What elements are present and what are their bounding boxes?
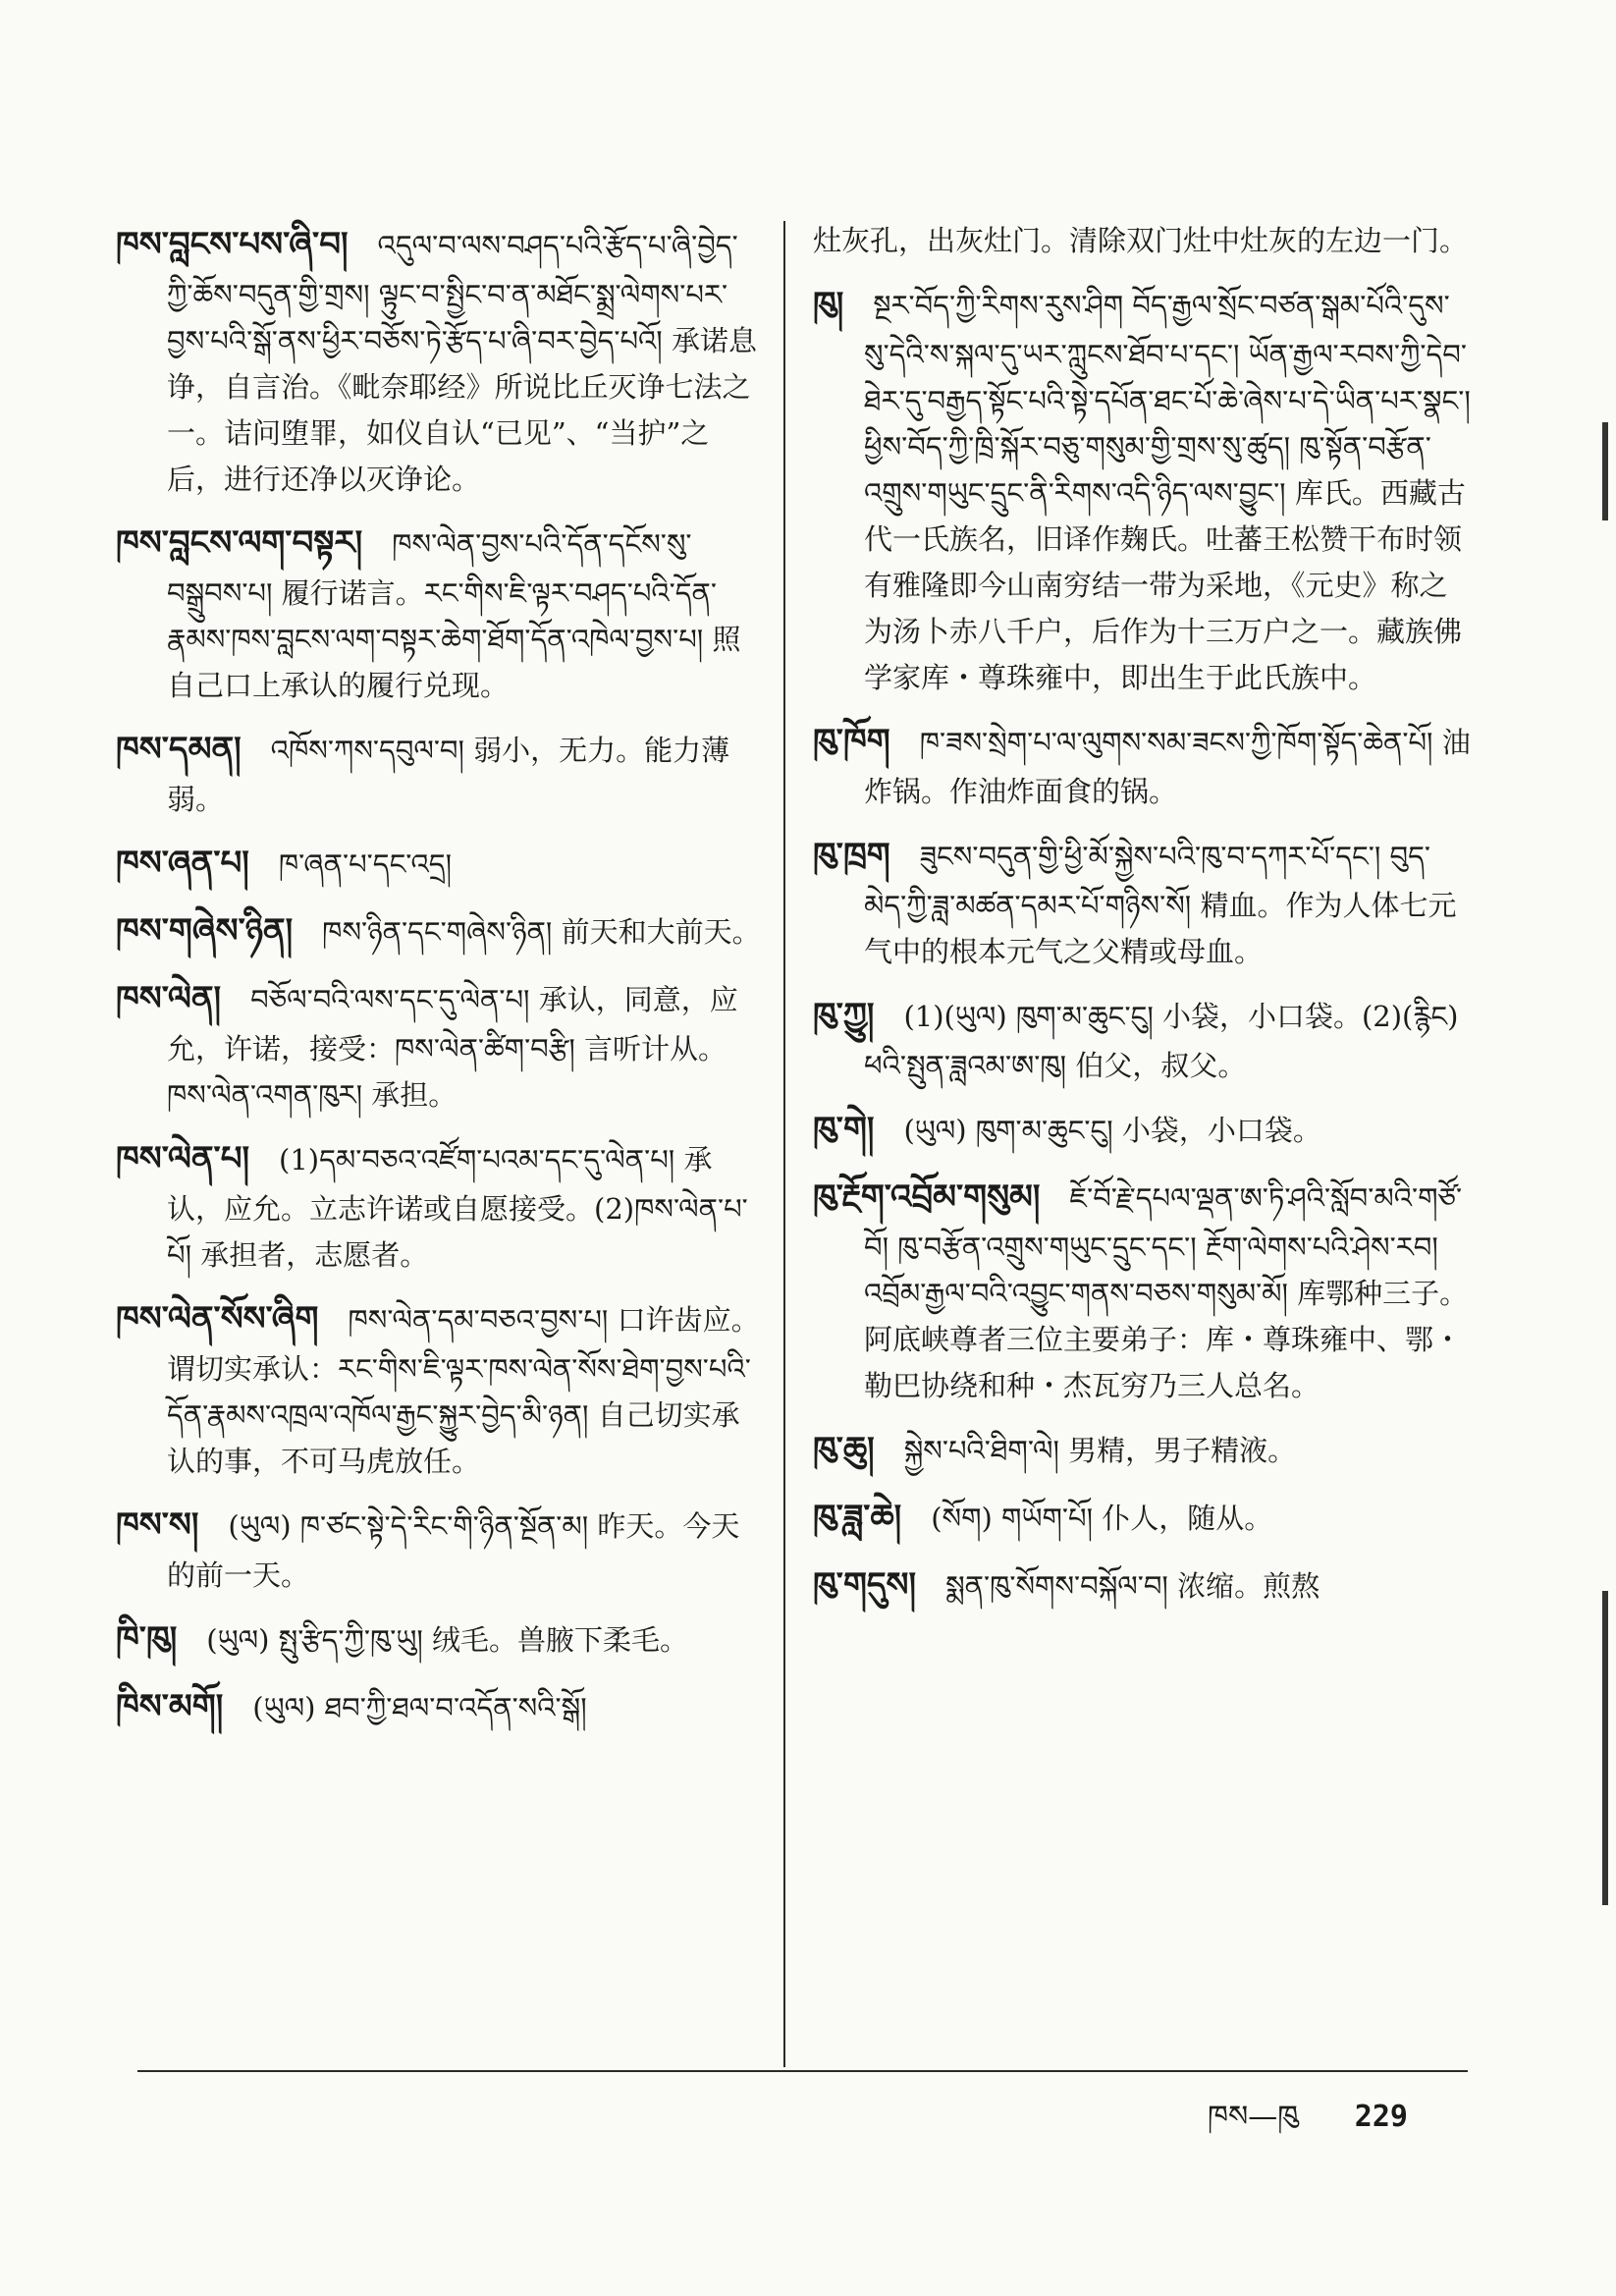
- page-footer: [1208, 2084, 1408, 2166]
- definition: ཟུངས་བདུན་གྱི་ཕྱི་མོ་སྐྱེས་པའི་ཁུ་བ་དཀར་པོ་དང་། བུད་མེད་ཀྱི་ཟླ་མཚན་དམར་པོ་གཉིས་སོ། 精血。作为人体七元气中的根本元气之父精或母血。: [864, 839, 1457, 968]
- entry: [813, 1558, 1473, 1613]
- definition: སྐྱེས་པའི་ཐིག་ལེ། 男精，男子精液。: [903, 1433, 1297, 1467]
- definition: ཁས་ཉིན་དང་གཞེས་ཉིན། 前天和大前天。: [322, 915, 761, 950]
- headword: ཁས་ལེན།: [116, 979, 222, 1019]
- headword: ཁས་ཞན་པ།: [116, 843, 249, 883]
- entry: [116, 904, 764, 958]
- headword: ཁུ་གདུས།: [813, 1565, 917, 1606]
- headword: ཁས་བླངས་པས་ཞི་བ།: [116, 225, 349, 264]
- headword: ཁུ་ཁྲག: [813, 835, 890, 875]
- definition: སྨན་ཁུ་སོགས་བསྐོལ་བ། 浓缩。煎熬: [945, 1569, 1320, 1604]
- entry: [813, 715, 1473, 815]
- entry: [813, 829, 1473, 975]
- entry: [813, 989, 1473, 1089]
- entry: [116, 218, 764, 503]
- definition: ཇོ་བོ་རྗེ་དཔལ་ལྡན་ཨ་ཏི་ཤའི་སློབ་མའི་གཙོ་བོ། ཁུ་བརྩོན་འགྲུས་གཡུང་དྲུང་དང་། རྔོག་ལེགས་པའི་ཤེས་རབ། འབྲོམ་རྒྱལ་བའི་འབྱུང་གནས་བཅས་གསུམ་མོ། 库鄂种三子。阿底峡尊者三位主要弟子：库・尊珠雍中、鄂・勒巴协绕和种・杰瓦穷乃三人总名。: [864, 1180, 1469, 1402]
- headword: ཁས་ལེན་པ།: [116, 1139, 250, 1179]
- entry: [116, 837, 764, 891]
- definition: (ཡུལ) ཁུག་མ་ཆུང་ངུ། 小袋，小口袋。: [903, 1113, 1321, 1147]
- definition: སྔར་བོད་ཀྱི་རིགས་རུས་ཤིག བོད་རྒྱལ་སྲོང་བཙན་སྒམ་པོའི་དུས་སུ་དེའི་ས་སྐལ་དུ་ཡར་ཀླུངས་ཐོབ་པ་དང་། ཡོན་རྒྱལ་རབས་ཀྱི་དེབ་ཐེར་དུ་བརྒྱད་སྟོང་པའི་སྟེ་དཔོན་ཐང་པོ་ཆེ་ཞེས་པ་དེ་ཡིན་པར་སྣང་། ཕྱིས་བོད་ཀྱི་ཁྲི་སྐོར་བཅུ་གསུམ་གྱི་གྲས་སུ་ཚུད། ཁུ་སྟོན་བརྩོན་འགྲུས་གཡུང་དྲུང་ནི་རིགས་འདི་ཉིད་ལས་བྱུང་། 库氏。西藏古代一氏族名，旧译作麹氏。吐蕃王松赞干布时领有雅隆即今山南穷结一带为采地，《元史》称之为汤卜赤八千户，后作为十三万户之一。藏族佛学家库・尊珠雍中，即出生于此氏族中。: [864, 288, 1471, 694]
- column-divider: [783, 221, 785, 2067]
- entry: [116, 723, 764, 823]
- entry: [813, 1423, 1473, 1477]
- headword: ཁུ་ཆུ།: [813, 1429, 875, 1469]
- definition: འདུལ་བ་ལས་བཤད་པའི་རྩོད་པ་ཞི་བྱེད་ཀྱི་ཆོས་བདུན་གྱི་གྲས། ལྟུང་བ་སྤྱིང་བ་ན་མཐོང་སྨྲ་ལེགས་པར་བྱས་པའི་སྒོ་ནས་ཕྱིར་བཅོས་ཏེ་རྩོད་པ་ཞི་བར་བྱེད་པའོ། 承诺息诤，自言治。《毗奈耶经》所说比丘灭诤七法之一。诘问堕罪，如仪自认“已见”、“当护”之后，进行还净以灭诤论。: [167, 229, 757, 496]
- headword: ཁུ་ཀྱུ།: [813, 995, 875, 1035]
- left-column: [116, 218, 764, 1748]
- entry: [813, 278, 1473, 701]
- scan-edge-mark: [1602, 422, 1608, 520]
- headword: ཁུ་ཟླ་ཆེ།: [813, 1498, 902, 1538]
- headword: ཁས་གཞེས་ཉིན།: [116, 911, 294, 952]
- headword: ཁུ།: [813, 284, 844, 324]
- entry: [116, 1680, 764, 1734]
- entry: [116, 1613, 764, 1667]
- definition: (ཡུལ) ཐབ་ཀྱི་ཐལ་བ་འདོན་སའི་སྒོ།: [252, 1691, 587, 1725]
- definition: ཁས་ལེན་བྱས་པའི་དོན་དངོས་སུ་བསྒྲུབས་པ། 履行诺言。རང་གིས་ཇི་ལྟར་བཤད་པའི་དོན་རྣམས་ཁས་བླངས་ལག་བསྟར་ཆེག་ཐོག་དོན་འཁེལ་བྱས་པ། 照自己口上承认的履行兑现。: [167, 526, 741, 702]
- headword: ཁས་ལེན་སོས་ཞིག: [116, 1299, 319, 1339]
- entry: [813, 1491, 1473, 1545]
- definition: བཅོལ་བའི་ལས་དང་དུ་ལེན་པ། 承认，同意，应允，许诺，接受：ཁས་ལེན་ཚིག་བརྩི། 言听计从。ཁས་ལེན་འགན་ཁུར། 承担。: [167, 983, 738, 1113]
- entry: [813, 1103, 1473, 1157]
- entry: [116, 1132, 764, 1279]
- definition: འཁོས་ཀས་དབུལ་བ། 弱小，无力。能力薄弱。: [167, 733, 730, 816]
- continued-definition: 灶灰孔，出灰灶门。清除双门灶中灶灰的左边一门。: [813, 224, 1469, 257]
- headword: ཁུ་ཁོག: [813, 721, 890, 761]
- definition: ཁས་ལེན་དམ་བཅའ་བྱས་པ། 口许齿应。谓切实承认：རང་གིས་ཇི་ལྟར་ཁས་ལེན་སོས་ཐེག་བྱས་པའི་དོན་རྣམས་འཁྲལ་འཁོལ་རྒྱང་སྐྱུར་བྱེད་མི་ཉན། 自己切实承认的事，不可马虎放任。: [167, 1303, 760, 1479]
- footer-rule: [137, 2070, 1468, 2072]
- entry: [116, 1499, 764, 1599]
- page-range: ཁས—ཁུ: [1208, 2100, 1299, 2134]
- entry: [116, 972, 764, 1119]
- definition: (1)དམ་བཅའ་འཛོག་པའམ་དང་དུ་ལེན་པ། 承认，应允。立志许诺或自愿接受。(2)ཁས་ལེན་པ་པོ། 承担者，志愿者。: [167, 1143, 748, 1273]
- entry: [116, 1292, 764, 1485]
- headword: ཁུ་གེ།: [813, 1109, 875, 1149]
- definition: (ཡུལ) ཁ་ཙང་སྟེ་དེ་རིང་གི་ཉིན་སྔོན་མ། 昨天。今天的前一天。: [167, 1509, 740, 1593]
- definition: ཁ་ཟས་སྲེག་པ་ལ་ལུགས་སམ་ཟངས་ཀྱི་ཁོག་སྟོད་ཆེན་པོ། 油炸锅。作油炸面食的锅。: [864, 725, 1471, 808]
- definition: ཁ་ཞན་པ་དང་འདྲ།: [278, 847, 453, 881]
- entry: [813, 1171, 1473, 1409]
- headword: ཁིས་མགོ།: [116, 1687, 224, 1727]
- definition: (1)(ཡུལ) ཁུག་མ་ཆུང་ངུ། 小袋，小口袋。(2)(རྙིང) ཕའི་སྤུན་ཟླའམ་ཨ་ཁུ། 伯父，叔父。: [864, 999, 1459, 1082]
- headword: ཁས་བླངས་ལག་བསྟར།: [116, 522, 363, 563]
- right-column: [813, 218, 1473, 1626]
- page-number: 229: [1354, 2100, 1408, 2134]
- headword: ཁུ་རྔོག་འབྲོམ་གསུམ།: [813, 1176, 1041, 1217]
- headword: ཁས་ས།: [116, 1505, 199, 1546]
- scan-edge-mark: [1602, 1591, 1608, 1905]
- entry: [116, 517, 764, 709]
- definition: (སོག) གཡོག་པོ། 仆人，随从。: [931, 1502, 1273, 1536]
- definition: (ཡུལ) སྤུ་རྩིད་ཀྱི་ཁུ་ཡུ། 绒毛。兽腋下柔毛。: [206, 1623, 689, 1658]
- headword: ཁས་དམན།: [116, 729, 242, 769]
- headword: ཁི་ཁུ།: [116, 1619, 178, 1660]
